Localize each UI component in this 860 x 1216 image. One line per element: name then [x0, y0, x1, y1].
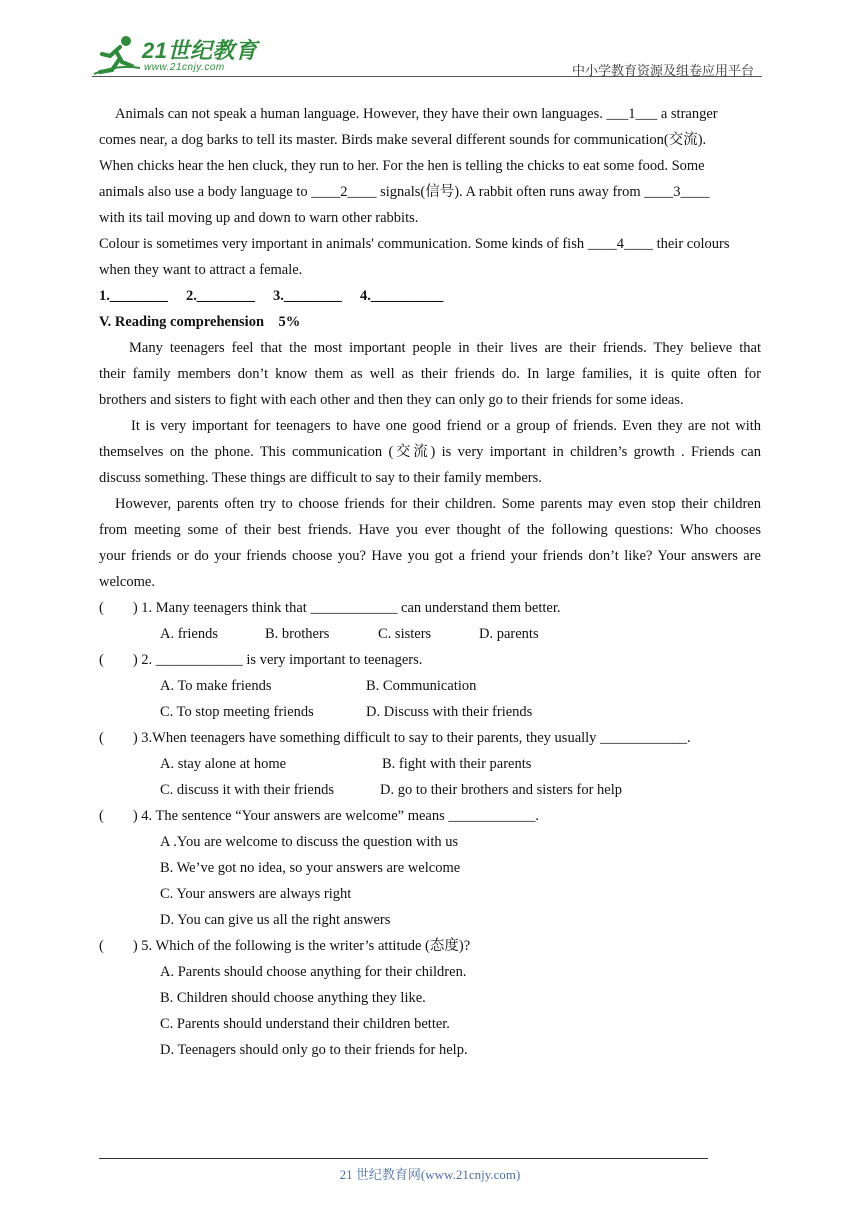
option-d: D. go to their brothers and sisters for help [380, 782, 623, 798]
platform-title: 中小学教育资源及组卷应用平台 [571, 64, 754, 79]
passage-line: your friends or do your friends choose you? Have you got a friend your friends don’t like? Your answers are [99, 548, 761, 564]
option-b: B. Communication [366, 678, 477, 694]
passage-line: their family members don’t know them as well as their friends do. In large families, it is quite often for [99, 366, 761, 382]
passage-line: themselves on the phone. This communication (交流) is very important in children’s growth . Friends can [99, 444, 761, 460]
cloze-line: comes near, a dog barks to tell its master. Birds make several different sounds for communication(交流). [99, 132, 707, 148]
option-b: B. fight with their parents [382, 756, 532, 772]
passage-line: from meeting some of their best friends. Have you ever thought of the following questions: Who chooses [99, 522, 761, 538]
option-b: B. Children should choose anything they like. [160, 990, 426, 1006]
question-stem: ( ) 4. The sentence “Your answers are welcome” means ____________. [99, 808, 539, 824]
passage-line: It is very important for teenagers to have one good friend or a group of friends. Even they are not with [131, 418, 761, 434]
option-c: C. Your answers are always right [160, 886, 352, 902]
option-a: A. stay alone at home [160, 756, 287, 772]
passage-line: brothers and sisters to fight with each other and then they can only go to their friends for some ideas. [99, 392, 684, 408]
question-stem: ( ) 2. ____________ is very important to teenagers. [99, 652, 423, 668]
section-title: V. Reading comprehension 5% [99, 314, 301, 330]
option-d: D. Discuss with their friends [366, 704, 533, 720]
option-b: B. We’ve got no idea, so your answers are welcome [160, 860, 461, 876]
header-divider [92, 76, 762, 77]
cloze-line: animals also use a body language to ____2____ signals(信号). A rabbit often runs away from ____3____ [99, 184, 710, 200]
page-footer: 21 世纪教育网(www.21cnjy.com) [339, 1167, 521, 1182]
option-a: A. friends [160, 626, 218, 642]
question-stem: ( ) 5. Which of the following is the writer’s attitude (态度)? [99, 938, 471, 954]
cloze-line: with its tail moving up and down to warn other rabbits. [99, 210, 419, 226]
footer-divider [99, 1158, 708, 1159]
passage-line: However, parents often try to choose friends for their children. Some parents may even stop their children [115, 496, 761, 512]
cloze-answer-blanks: 1.________ 2.________ 3.________ 4.__________ [99, 288, 444, 304]
cloze-line: Animals can not speak a human language. However, they have their own languages. ___1___ a stranger [115, 106, 718, 122]
option-d: D. parents [479, 626, 539, 642]
option-c: C. To stop meeting friends [160, 704, 314, 720]
option-d: D. You can give us all the right answers [160, 912, 391, 928]
logo-url: www.21cnjy.com [144, 62, 225, 73]
passage-line: welcome. [99, 574, 155, 590]
runner-icon [92, 34, 142, 76]
option-c: C. Parents should understand their children better. [160, 1016, 450, 1032]
passage-line: discuss something. These things are difficult to say to their family members. [99, 470, 542, 486]
passage-line: Many teenagers feel that the most important people in their lives are their friends. They believe that [129, 340, 761, 356]
option-a: A. To make friends [160, 678, 272, 694]
option-d: D. Teenagers should only go to their friends for help. [160, 1042, 468, 1058]
question-stem: ( ) 3.When teenagers have something difficult to say to their parents, they usually ____________. [99, 730, 691, 746]
page-header [92, 30, 760, 78]
site-logo [92, 34, 262, 76]
option-c: C. discuss it with their friends [160, 782, 334, 798]
cloze-line: when they want to attract a female. [99, 262, 303, 278]
logo-wordmark: 21世纪教育 [142, 38, 258, 63]
question-stem: ( ) 1. Many teenagers think that ____________ can understand them better. [99, 600, 561, 616]
option-b: B. brothers [265, 626, 330, 642]
cloze-line: When chicks hear the hen cluck, they run to her. For the hen is telling the chicks to eat some food. Some [99, 158, 705, 174]
option-a: A. Parents should choose anything for their children. [160, 964, 467, 980]
option-c: C. sisters [378, 626, 432, 642]
option-a: A .You are welcome to discuss the question with us [160, 834, 459, 850]
cloze-line: Colour is sometimes very important in animals' communication. Some kinds of fish ____4____ their colours [99, 236, 730, 252]
